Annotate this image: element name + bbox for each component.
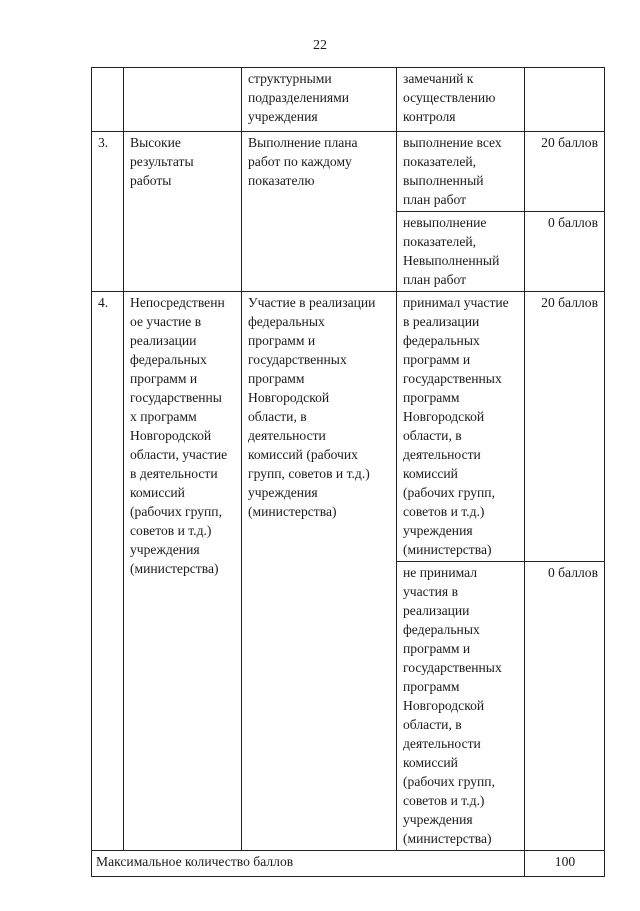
criterion-text: Непосредственн ое участие в реализации федеральных программ и государственны х программ Новгородской области, участие в деятельности комиссий (рабочих групп, советов и т.д.) учреждения (министерства) (124, 292, 242, 851)
score-value: 0 баллов (525, 562, 605, 851)
condition-text: принимал участие в реализации федеральных программ и государственных программ Новгородской области, в деятельности комиссий (рабочих групп, советов и т.д.) учреждения (министерства) (397, 292, 525, 562)
condition-text: невыполнение показателей, Невыполненный план работ (397, 212, 525, 292)
cell-indicator: структурными подразделениями учреждения (242, 68, 397, 132)
score-value: 20 баллов (525, 132, 605, 212)
condition-text: не принимал участия в реализации федеральных программ и государственных программ Новгородской области, в деятельности комиссий (рабочих групп, советов и т.д.) учреждения (министерства) (397, 562, 525, 851)
indicator-text: Выполнение плана работ по каждому показателю (242, 132, 397, 292)
indicator-text: Участие в реализации федеральных программ и государственных программ Новгородской области, в деятельности комиссий (рабочих групп, советов и т.д.) учреждения (министерства) (242, 292, 397, 851)
condition-text: выполнение всех показателей, выполненный план работ (397, 132, 525, 212)
cell-score (525, 68, 605, 132)
total-value: 100 (525, 851, 605, 877)
score-value: 20 баллов (525, 292, 605, 562)
table-row-total (92, 851, 605, 877)
row-number: 3. (92, 132, 124, 292)
row-number: 4. (92, 292, 124, 851)
total-label: Максимальное количество баллов (92, 851, 525, 877)
page-number: 22 (313, 38, 327, 53)
cell-condition: замечаний к осуществлению контроля (397, 68, 525, 132)
criterion-text: Высокие результаты работы (124, 132, 242, 292)
criteria-table (91, 67, 605, 877)
score-value: 0 баллов (525, 212, 605, 292)
table-row-continuation (92, 68, 605, 132)
table-row-4 (92, 292, 605, 562)
cell-criterion (124, 68, 242, 132)
cell-number (92, 68, 124, 132)
table-row-3 (92, 132, 605, 212)
